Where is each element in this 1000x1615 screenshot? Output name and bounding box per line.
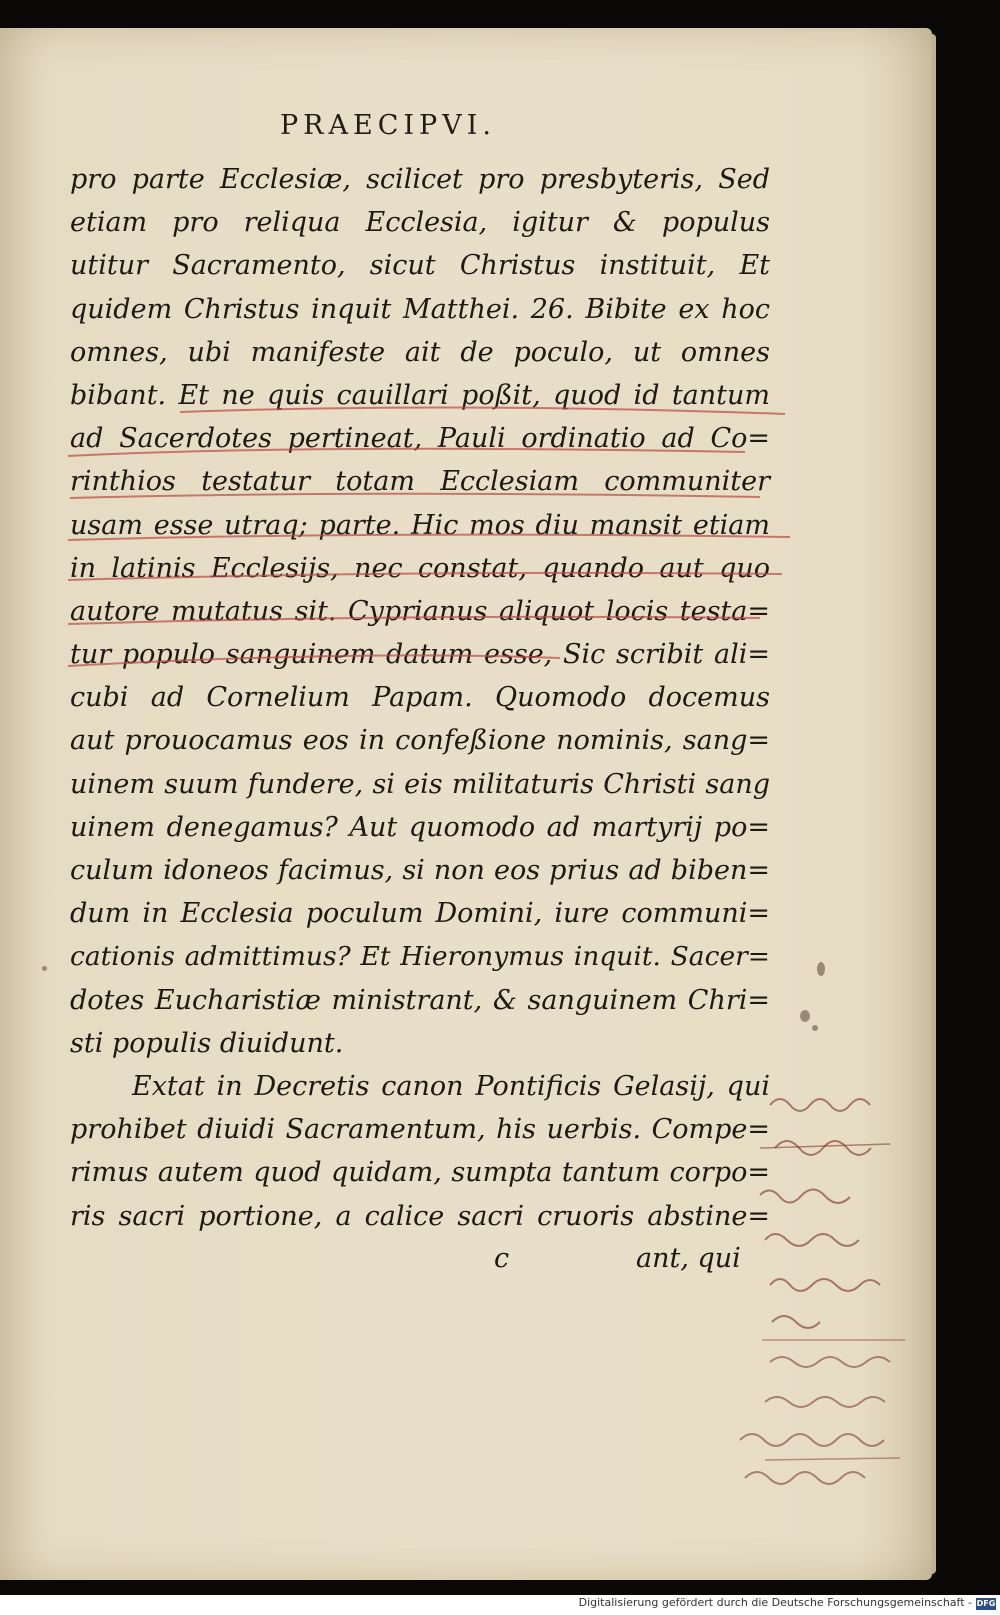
text-line: tur populo sanguinem datum esse, Sic scribit ali= xyxy=(70,639,770,671)
running-head: PRAECIPVI. xyxy=(280,110,496,141)
text-line: quidem Christus inquit Matthei. 26. Bibite ex hoc xyxy=(70,293,770,325)
ink-stain xyxy=(800,1010,810,1022)
text-line: culum idoneos facimus, si non eos prius ad biben= xyxy=(70,855,770,886)
body-text xyxy=(70,158,770,1238)
ink-stain xyxy=(817,962,825,976)
text-line: in latinis Ecclesijs, nec constat, quando aut quo xyxy=(70,552,770,584)
text-line: bibant. Et ne quis cauillari poßit, quod id tantum xyxy=(70,379,770,411)
text-line: sti populis diuidunt. xyxy=(70,1027,344,1059)
text-line: prohibet diuidi Sacramentum, his uerbis. Compe= xyxy=(70,1114,770,1146)
text-line: utitur Sacramento, sicut Christus instituit, Et xyxy=(70,250,770,282)
ink-stain xyxy=(812,1025,818,1031)
text-line: uinem denegamus? Aut quomodo ad martyrij po= xyxy=(70,811,770,843)
dfg-logo: DFG xyxy=(976,1599,996,1608)
signature-mark: c xyxy=(494,1243,510,1274)
ink-stain xyxy=(42,966,47,971)
text-line: Extat in Decretis canon Pontificis Gelasij, qui xyxy=(132,1070,770,1102)
text-line: dotes Eucharistiæ ministrant, & sanguinem Chri= xyxy=(70,984,770,1016)
text-line: cationis admittimus? Et Hieronymus inquit. Sacer= xyxy=(70,941,770,973)
text-line: aut prouocamus eos in confeßione nominis, sang= xyxy=(70,725,770,757)
text-line: etiam pro reliqua Ecclesia, igitur & populus xyxy=(70,207,770,239)
text-line: omnes, ubi manifeste ait de poculo, ut omnes xyxy=(70,336,770,368)
text-line: ris sacri portione, a calice sacri cruoris abstine= xyxy=(70,1200,770,1232)
text-line: cubi ad Cornelium Papam. Quomodo docemus xyxy=(70,682,770,714)
text-line: dum in Ecclesia poculum Domini, iure communi= xyxy=(70,898,770,930)
footer-bar xyxy=(0,1595,1000,1615)
text-line: rimus autem quod quidam, sumpta tantum corpo= xyxy=(70,1157,770,1189)
text-line: usam esse utraq; parte. Hic mos diu mansit etiam xyxy=(70,509,770,541)
text-line: ad Sacerdotes pertineat, Pauli ordinatio ad Co= xyxy=(70,423,770,455)
text-line: uinem suum fundere, si eis militaturis Christi sang xyxy=(70,768,770,800)
catchword: ant, qui xyxy=(636,1243,741,1274)
text-line: autore mutatus sit. Cyprianus aliquot locis testa= xyxy=(70,595,770,627)
digitization-credit: Digitalisierung gefördert durch die Deutsche Forschungsgemeinschaft - xyxy=(578,1596,972,1609)
text-line: pro parte Ecclesiæ, scilicet pro presbyteris, Sed xyxy=(70,164,770,195)
text-line: rinthios testatur totam Ecclesiam communiter xyxy=(70,466,770,498)
